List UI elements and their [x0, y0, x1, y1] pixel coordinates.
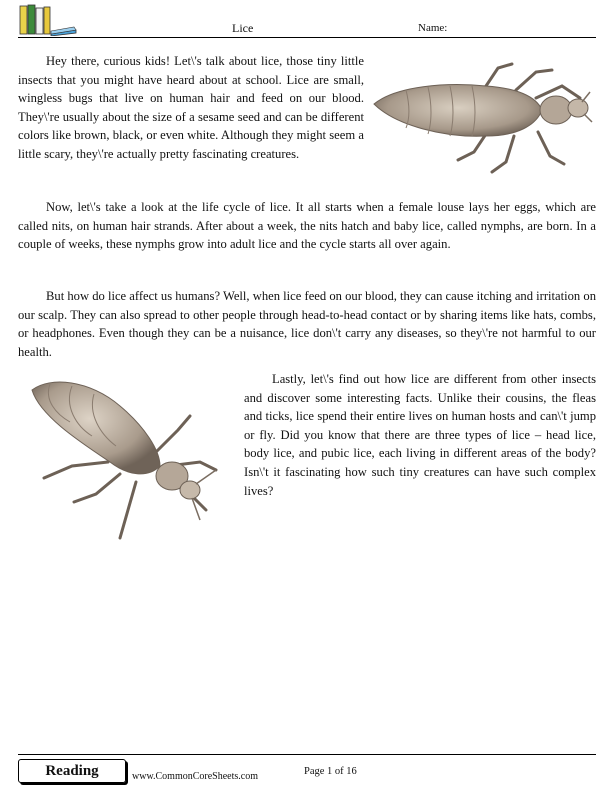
paragraph-life-cycle: Now, let\'s take a look at the life cycle of lice. It all starts when a female louse lays her eggs, which are called nits, on human hair strands. After about a week, the nits hatch and baby lice, called nymphs, are born. In a couple of weeks, these nymphs grow into adult lice and the cycle starts all over again. [18, 200, 596, 252]
paragraph-intro: Hey there, curious kids! Let\'s talk about lice, those tiny little insects that you might have heard about at school. Lice are small, wingless bugs that live on human hair and feed on our blood. They\'re usually about the size of a sesame seed and can be different colors like brown, black, or even white. Although they might seem a little scary, they\'re actually pretty fascinating creatures. [18, 54, 364, 161]
books-icon [18, 4, 78, 36]
footer-divider [18, 754, 596, 755]
header-divider [18, 37, 596, 38]
paragraph-effects: But how do lice affect us humans? Well, when lice feed on our blood, they can cause itching and irritation on our scalp. They can also spread to other people through head-to-head contact or by sharing items like hats, combs, or headphones. Even though they can be a nuisance, lice don\'t carry any diseases, so they\'re not harmful to our health. [18, 289, 596, 359]
reading-badge: Reading [18, 759, 126, 783]
name-label: Name: [418, 22, 448, 34]
footer-url[interactable]: www.CommonCoreSheets.com [132, 771, 259, 782]
louse-icon [20, 370, 242, 550]
louse-icon [366, 56, 594, 178]
page-number: Page 1 of 16 [304, 766, 357, 777]
page-header [0, 0, 612, 40]
paragraph-facts: Lastly, let\'s find out how lice are different from other insects and discover some interesting facts. Unlike their cousins, the fleas and ticks, lice spend their entire lives on human hosts and can\'t jump or fly. Did you know that there are three types of lice – head lice, body lice, and pubic lice, each living in different areas of the body? Isn\'t it fascinating how such tiny creatures can have such complex lives? [244, 372, 596, 498]
page-title: Lice [232, 21, 254, 35]
